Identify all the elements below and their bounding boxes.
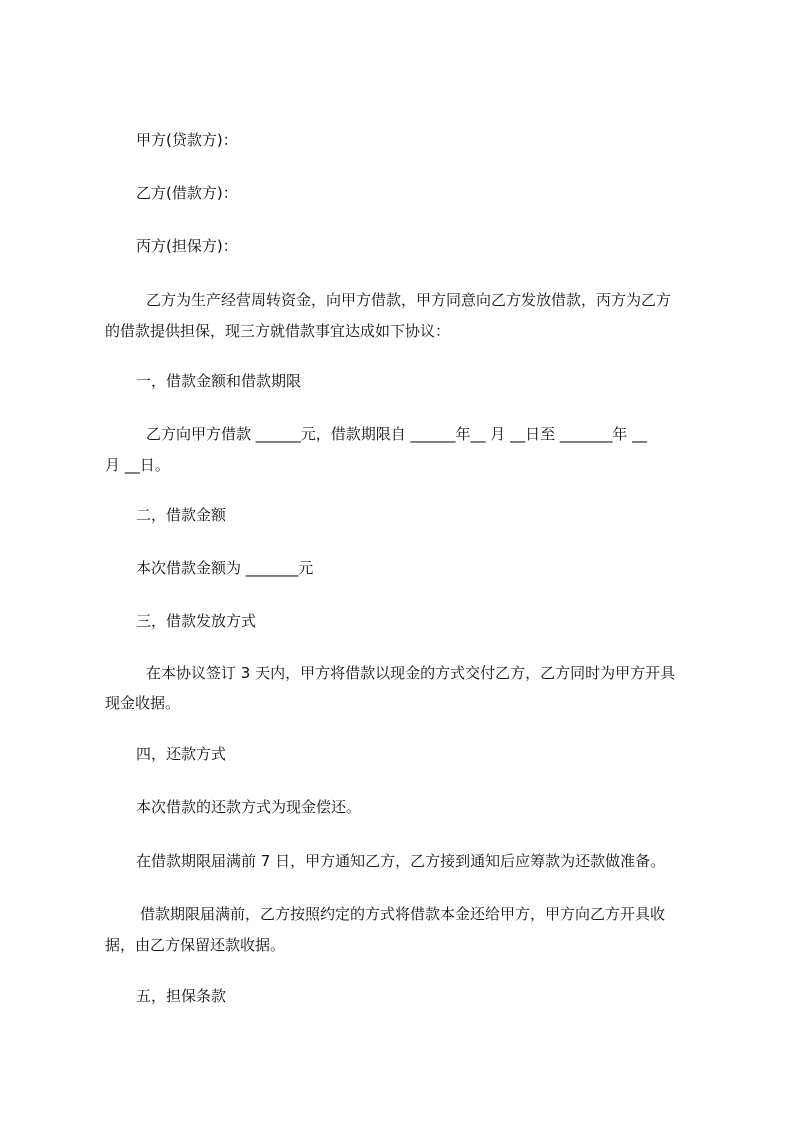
section4-para-1: 本次借款的还款方式为现金偿还。 xyxy=(136,798,362,816)
section1-line-1: 乙方向甲方借款 ______元，借款期限自 ______年__ 月 __日至 _______年 __ xyxy=(146,425,648,443)
section4-para-3-line-2: 据，由乙方保留还款收据。 xyxy=(105,936,286,954)
section3-line-1: 在本协议签订 3 天内，甲方将借款以现金的方式交付乙方，乙方同时为甲方开具 xyxy=(146,664,676,682)
section1-line-2: 月 __日。 xyxy=(105,456,170,474)
party-b-label: 乙方(借款方)： xyxy=(136,184,238,202)
section2-body: 本次借款金额为 _______元 xyxy=(136,559,314,577)
section5-heading: 五，担保条款 xyxy=(136,987,227,1005)
intro-line-2: 的借款提供担保，现三方就借款事宜达成如下协议： xyxy=(105,322,451,340)
section1-heading: 一，借款金额和借款期限 xyxy=(136,372,302,390)
party-a-label: 甲方(贷款方)： xyxy=(136,131,238,149)
section2-heading: 二，借款金额 xyxy=(136,506,227,524)
section4-para-2: 在借款期限届满前 7 日，甲方通知乙方，乙方接到通知后应筹款为还款做准备。 xyxy=(136,852,666,870)
section4-heading: 四，还款方式 xyxy=(136,745,227,763)
intro-line-1: 乙方为生产经营周转资金，向甲方借款，甲方同意向乙方发放借款，丙方为乙方 xyxy=(146,291,672,309)
section4-para-3-line-1: 借款期限届满前，乙方按照约定的方式将借款本金还给甲方，甲方向乙方开具收 xyxy=(140,905,666,923)
section3-heading: 三，借款发放方式 xyxy=(136,612,257,630)
party-c-label: 丙方(担保方)： xyxy=(136,237,238,255)
section3-line-2: 现金收据。 xyxy=(105,694,181,712)
